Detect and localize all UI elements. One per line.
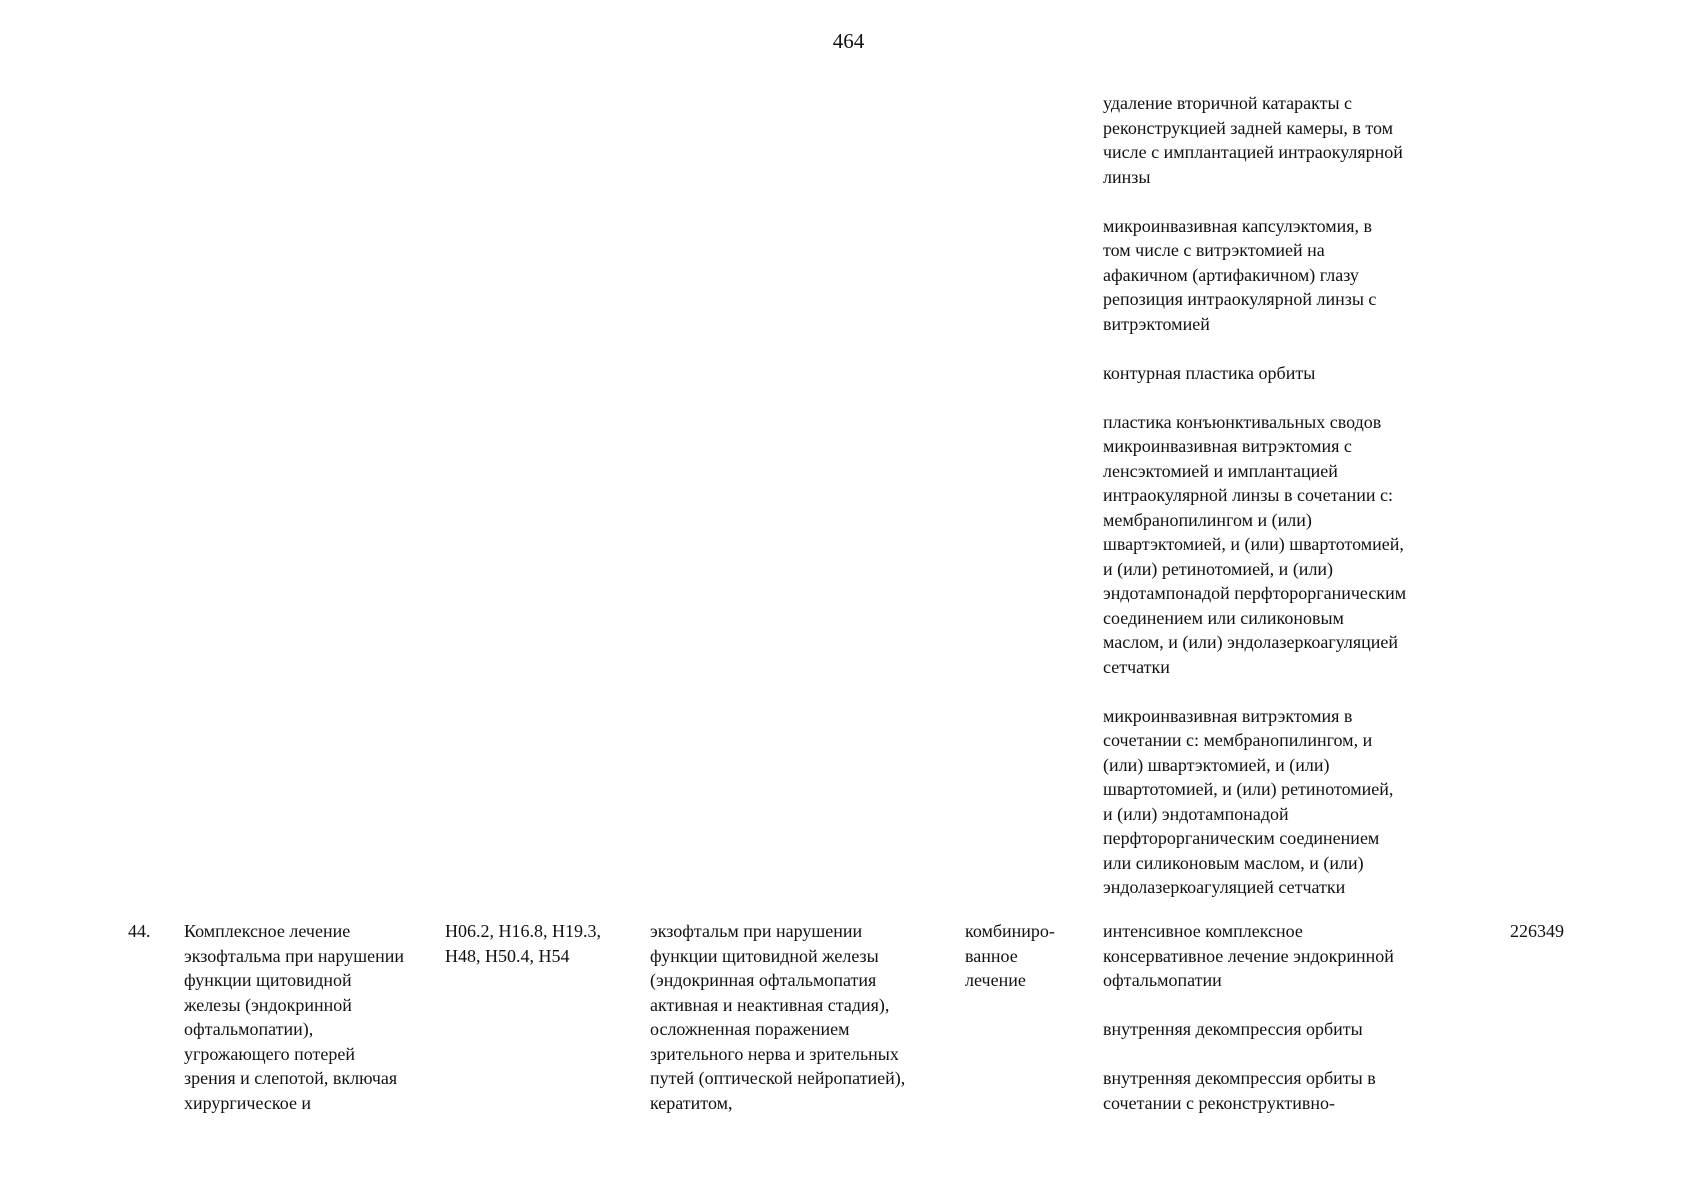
method-paragraph: [1103, 214, 1463, 337]
cost-cell: 226349: [1510, 921, 1564, 941]
text-line: микроинвазивная витрэктомия с: [1103, 436, 1352, 456]
text-line: эндотампонадой перфторорганическим: [1103, 583, 1407, 603]
text-line: ленсэктомией и имплантацией: [1103, 460, 1338, 481]
method-paragraph: [1103, 1066, 1463, 1115]
text-line: швартэктомией, и (или) швартотомией,: [1103, 534, 1404, 554]
text-line: (эндокринная офтальмопатия: [650, 970, 877, 990]
row-number: 44.: [128, 921, 151, 941]
method-paragraph: [1103, 919, 1463, 993]
text-line: мембранопилингом и (или): [1103, 509, 1312, 530]
text-line: экзофтальм при нарушении: [650, 921, 863, 941]
treatment-type-cell: [965, 919, 1085, 993]
text-line: сочетании с: мембранопилингом, и: [1103, 730, 1373, 750]
text-line: интенсивное комплексное: [1103, 921, 1303, 941]
icd-codes-cell: [445, 919, 635, 968]
text-line: железы (эндокринной: [184, 994, 352, 1015]
patient-model-cell: [650, 919, 960, 1115]
text-line: путей (оптической нейропатией),: [650, 1068, 906, 1088]
text-line: функции щитовидной: [184, 970, 352, 990]
text-line: кератитом,: [650, 1092, 733, 1113]
text-line: зрения и слепотой, включая: [184, 1068, 398, 1088]
text-line: офтальмопатии),: [184, 1019, 314, 1039]
text-line: контурная пластика орбиты: [1103, 362, 1316, 383]
text-line: эндолазеркоагуляцией сетчатки: [1103, 877, 1346, 897]
text-line: хирургическое и: [184, 1092, 312, 1113]
text-line: соединением или силиконовым: [1103, 607, 1344, 628]
treatment-name-cell: [184, 919, 434, 1115]
text-line: или силиконовым маслом, и (или): [1103, 852, 1364, 873]
method-paragraph: [1103, 704, 1463, 900]
text-line: линзы: [1103, 166, 1151, 187]
text-line: реконструкцией задней камеры, в том: [1103, 117, 1394, 138]
text-line: Комплексное лечение: [184, 921, 351, 941]
text-line: витрэктомией: [1103, 313, 1210, 334]
continued-methods-column: [1103, 91, 1463, 900]
text-line: и (или) ретинотомией, и (или): [1103, 558, 1334, 579]
text-line: сочетании с реконструктивно-: [1103, 1092, 1335, 1113]
treatment-method-cell: [1103, 919, 1463, 1115]
text-line: числе с имплантацией интраокулярной: [1103, 142, 1403, 162]
text-line: функции щитовидной железы: [650, 945, 879, 966]
text-line: пластика конъюнктивальных сводов: [1103, 411, 1382, 432]
text-line: консервативное лечение эндокринной: [1103, 945, 1394, 966]
text-line: комбиниро-: [965, 921, 1055, 941]
text-line: лечение: [965, 970, 1026, 990]
text-line: ванное: [965, 945, 1018, 966]
table-row: [0, 919, 1697, 1119]
text-line: офтальмопатии: [1103, 970, 1222, 990]
text-line: внутренняя декомпрессия орбиты: [1103, 1019, 1363, 1039]
text-line: сетчатки: [1103, 656, 1170, 677]
text-line: и (или) эндотампонадой: [1103, 803, 1289, 824]
method-paragraph: [1103, 361, 1463, 386]
page-number: 464: [832, 29, 865, 53]
text-line: том числе с витрэктомией на: [1103, 240, 1325, 260]
text-line: перфторорганическим соединением: [1103, 828, 1380, 848]
text-line: швартотомией, и (или) ретинотомией,: [1103, 779, 1394, 799]
text-line: афакичном (артифакичном) глазу: [1103, 264, 1359, 285]
text-line: экзофтальма при нарушении: [184, 945, 404, 966]
text-line: внутренняя декомпрессия орбиты в: [1103, 1068, 1376, 1088]
text-line: (или) швартэктомией, и (или): [1103, 754, 1330, 775]
text-line: угрожающего потерей: [184, 1043, 355, 1064]
text-line: H48, H50.4, H54: [445, 945, 570, 966]
method-paragraph: [1103, 410, 1463, 680]
text-line: активная и неактивная стадия),: [650, 994, 890, 1015]
text-line: удаление вторичной катаракты с: [1103, 93, 1353, 113]
method-paragraph: [1103, 91, 1463, 189]
text-line: H06.2, H16.8, H19.3,: [445, 921, 601, 941]
text-line: маслом, и (или) эндолазеркоагуляцией: [1103, 632, 1399, 652]
text-line: зрительного нерва и зрительных: [650, 1043, 899, 1064]
text-line: интраокулярной линзы в сочетании с:: [1103, 485, 1394, 505]
text-line: микроинвазивная капсулэктомия, в: [1103, 215, 1373, 236]
method-paragraph: [1103, 1017, 1463, 1042]
text-line: микроинвазивная витрэктомия в: [1103, 705, 1353, 726]
text-line: репозиция интраокулярной линзы с: [1103, 289, 1377, 309]
text-line: осложненная поражением: [650, 1019, 850, 1039]
